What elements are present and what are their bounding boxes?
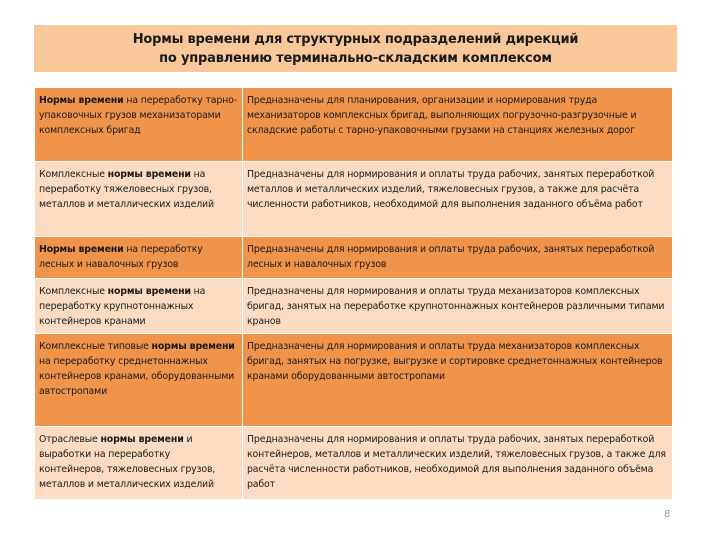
table-row — [35, 237, 673, 279]
table-row — [35, 88, 673, 162]
table-row — [35, 427, 673, 500]
norm-name-bold: нормы времени — [107, 286, 191, 297]
title-line-1: Нормы времени для структурных подразделений дирекций — [132, 31, 579, 47]
norm-name-cell: Комплексные нормы времени на переработку крупнотоннажных контейнеров кранами — [35, 279, 243, 334]
table-row — [35, 334, 673, 427]
norm-description-cell: Предназначены для нормирования и оплаты труда рабочих, занятых переработкой лесных и навалочных грузов — [243, 237, 673, 279]
table-row — [35, 162, 673, 237]
slide-title — [34, 25, 677, 72]
norm-description-cell: Предназначены для нормирования и оплаты труда механизаторов комплексных бригад, занятых на погрузке, выгрузке и сортировке среднетоннажных контейнеров кранами оборудованными автостропами — [243, 334, 673, 427]
norm-name-bold: нормы времени — [107, 169, 191, 180]
norm-description-cell: Предназначены для нормирования и оплаты труда рабочих, занятых переработкой металлов и металлических изделий, тяжеловесных грузов, а также для расчёта численности работников, необходимой для выполнения заданного объёма работ — [243, 162, 673, 237]
norm-name-bold: Нормы времени — [39, 95, 124, 106]
norm-name-bold: Нормы времени — [39, 244, 124, 255]
table-row — [35, 279, 673, 334]
norm-description-cell: Предназначены для нормирования и оплаты труда механизаторов комплексных бригад, занятых на переработке крупнотоннажных контейнеров различными типами кранов — [243, 279, 673, 334]
norm-description-cell: Предназначены для планирования, организации и нормирования труда механизаторов комплексных бригад, выполняющих погрузочно-разгрузочные и складские работы с тарно-упаковочными грузами на станциях железных дорог — [243, 88, 673, 162]
page-number: 8 — [664, 509, 671, 520]
norm-name-cell: Отраслевые нормы времени и выработки на переработку контейнеров, тяжеловесных грузов, металлов и металлических изделий — [35, 427, 243, 500]
norms-table — [34, 87, 673, 500]
norm-name-cell: Нормы времени на переработку тарно-упаковочных грузов механизаторами комплексных бригад — [35, 88, 243, 162]
norm-name-cell: Нормы времени на переработку лесных и навалочных грузов — [35, 237, 243, 279]
norm-name-cell: Комплексные нормы времени на переработку тяжеловесных грузов, металлов и металлических изделий — [35, 162, 243, 237]
title-line-2: по управлению терминально-складским комплексом — [159, 50, 552, 66]
norm-description-cell: Предназначены для нормирования и оплаты труда рабочих, занятых переработкой контейнеров, металлов и металлических изделий, тяжеловесных грузов, а также для расчёта численности работников, необходимой для выполнения заданного объёма работ — [243, 427, 673, 500]
norm-name-bold: нормы времени — [100, 434, 184, 445]
norm-name-cell: Комплексные типовые нормы времени на переработку среднетоннажных контейнеров кранами, оборудованными автостропами — [35, 334, 243, 427]
norm-name-bold: нормы времени — [151, 341, 235, 352]
